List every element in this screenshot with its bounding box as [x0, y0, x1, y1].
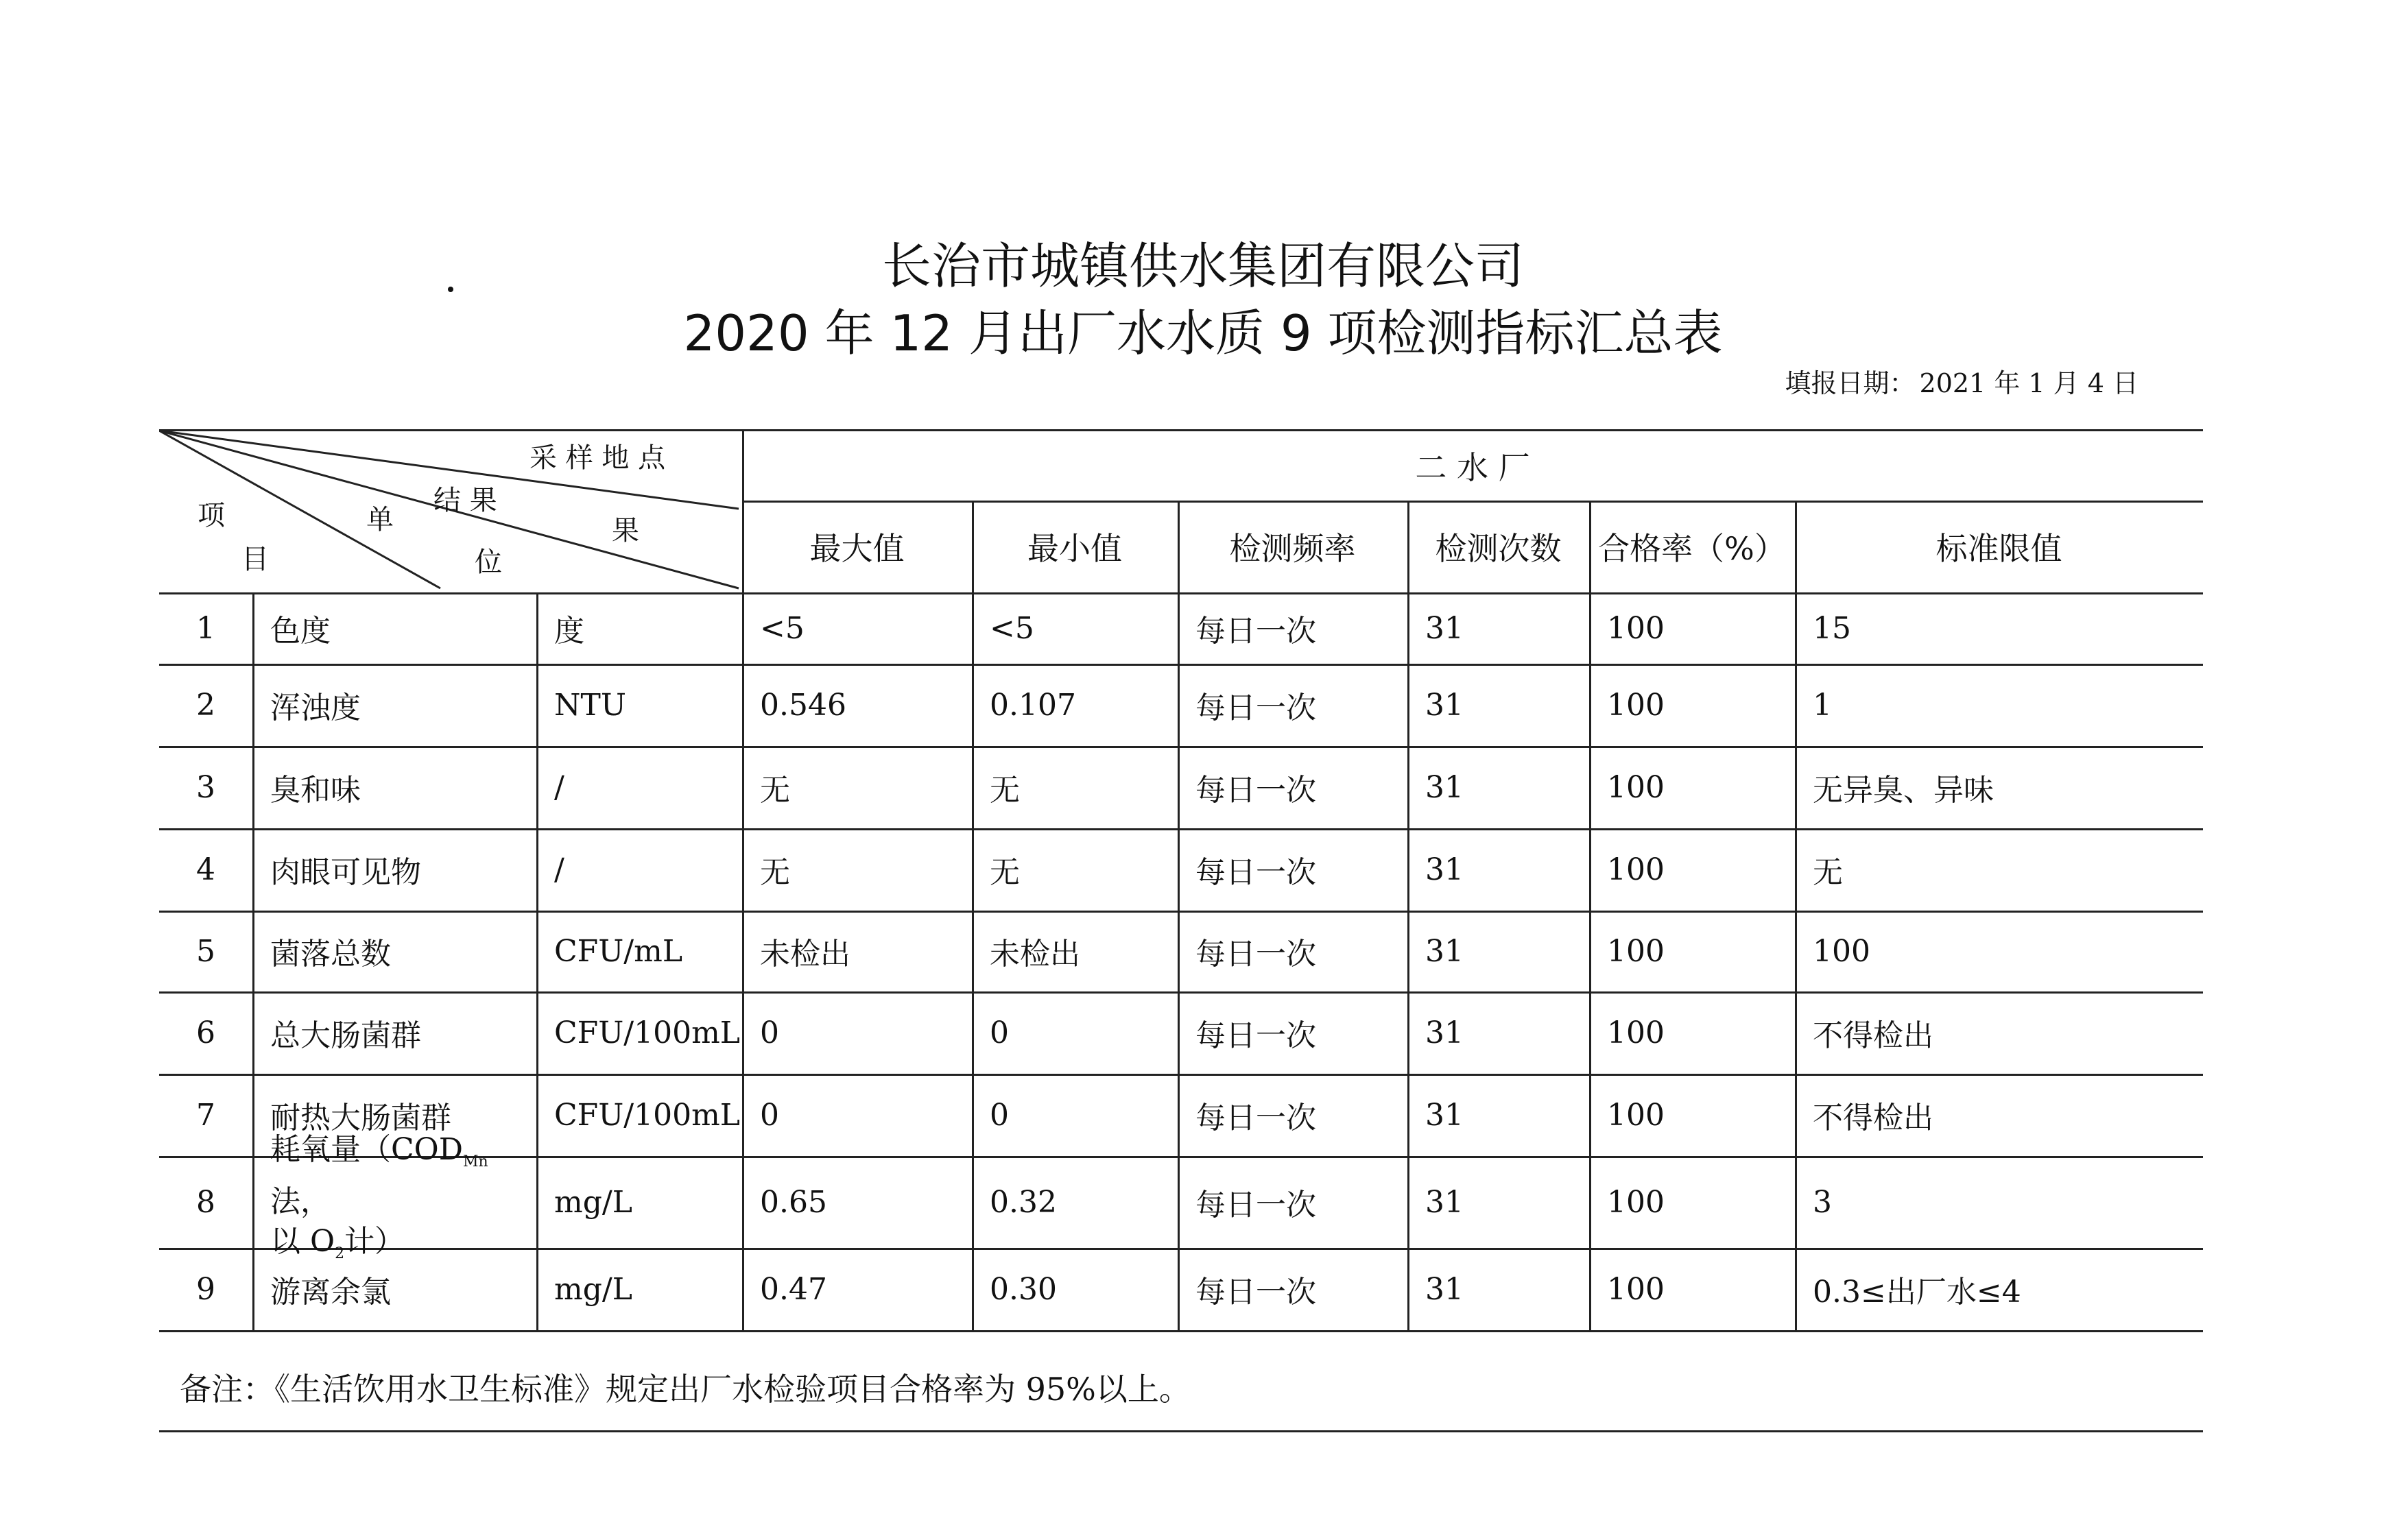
cell-count: 31 — [1425, 769, 1464, 805]
cell-item — [252, 1132, 536, 1262]
corner-label-result-2: 果 — [612, 515, 639, 546]
cod-item-sub2: 2 — [335, 1244, 345, 1262]
cell-rate: 100 — [1607, 852, 1665, 887]
cell-min: 0 — [990, 1097, 1009, 1133]
cell-freq: 每日一次 — [1195, 937, 1316, 972]
fill-date-value: 2021 年 1 月 4 日 — [1919, 368, 2139, 398]
corner-label-result: 结 果 — [433, 485, 497, 516]
cell-min: 0 — [990, 1015, 1009, 1050]
cell-unit: NTU — [554, 687, 626, 723]
report-title: 2020 年 12 月出厂水水质 9 项检测指标汇总表 — [683, 304, 1723, 362]
cell-count: 31 — [1425, 1271, 1464, 1307]
table-top-rule — [159, 429, 2203, 431]
cell-unit: / — [554, 769, 564, 805]
cell-min: 无 — [990, 773, 1020, 808]
cell-rate: 100 — [1607, 1271, 1665, 1307]
cell-freq: 每日一次 — [1195, 1100, 1316, 1135]
col-header-frequency: 检测频率 — [1229, 530, 1356, 567]
scan-speck — [448, 287, 453, 292]
cell-freq: 每日一次 — [1195, 690, 1316, 725]
cell-max: 未检出 — [760, 937, 850, 972]
cell-max: <5 — [760, 610, 805, 646]
footnote: 备注：《生活饮用水卫生标准》规定出厂水检验项目合格率为 95%以上。 — [180, 1371, 1191, 1408]
bottom-rule — [159, 1430, 2203, 1432]
cell-limit: 3 — [1813, 1184, 1832, 1220]
cell-limit: 0.3≤出厂水≤4 — [1813, 1275, 2021, 1310]
cell-limit: 1 — [1813, 687, 1832, 723]
col-header-max: 最大值 — [809, 530, 905, 567]
cell-limit: 15 — [1813, 610, 1851, 646]
cell-item: 浑浊度 — [270, 690, 361, 725]
cell-no: 6 — [196, 1015, 215, 1050]
cell-max: 无 — [760, 773, 790, 808]
cell-no: 9 — [196, 1271, 215, 1307]
cell-item: 耐热大肠菌群 — [270, 1100, 451, 1135]
cell-rate: 100 — [1607, 933, 1665, 969]
cell-unit: mg/L — [554, 1184, 632, 1220]
cell-freq: 每日一次 — [1195, 773, 1316, 808]
cell-limit: 100 — [1813, 933, 1870, 969]
cod-item-line1-post: 法， — [270, 1184, 331, 1219]
cell-limit: 无 — [1813, 855, 1843, 890]
cell-max: 0 — [760, 1015, 779, 1050]
cell-max: 无 — [760, 855, 790, 890]
cell-max: 0.65 — [760, 1184, 827, 1220]
cell-item: 游离余氯 — [270, 1275, 391, 1310]
plant-header-rule — [742, 501, 2203, 503]
cell-unit: mg/L — [554, 1271, 632, 1307]
cell-min: 0.30 — [990, 1271, 1057, 1307]
cell-max: 0.47 — [760, 1271, 827, 1307]
cell-item: 总大肠菌群 — [270, 1018, 421, 1053]
cell-rate: 100 — [1607, 1184, 1665, 1220]
fill-date — [1781, 362, 2139, 400]
cell-item: 菌落总数 — [270, 937, 391, 972]
cell-count: 31 — [1425, 1015, 1464, 1050]
cell-limit: 无异臭、异味 — [1813, 773, 1994, 808]
cell-rate: 100 — [1607, 1015, 1665, 1050]
company-name: 长治市城镇供水集团有限公司 — [881, 237, 1524, 295]
cell-freq: 每日一次 — [1195, 855, 1316, 890]
cell-no: 1 — [196, 610, 215, 646]
cell-min: <5 — [990, 610, 1034, 646]
cell-limit: 不得检出 — [1813, 1018, 1933, 1053]
cell-count: 31 — [1425, 687, 1464, 723]
plant-name-header: 二 水 厂 — [1415, 449, 1530, 486]
fill-date-label: 填报日期： — [1785, 368, 1916, 398]
cell-rate: 100 — [1607, 610, 1665, 646]
row-rule — [159, 1330, 2203, 1332]
cell-freq: 每日一次 — [1195, 1018, 1316, 1053]
cell-min: 未检出 — [990, 937, 1080, 972]
cell-count: 31 — [1425, 933, 1464, 969]
cod-item-line1-pre: 耗氧量（COD — [270, 1132, 464, 1168]
cell-count: 31 — [1425, 852, 1464, 887]
corner-label-item: 项 — [198, 500, 225, 531]
cod-item-line2-pre: 以 O — [270, 1224, 335, 1259]
cell-min: 无 — [990, 855, 1020, 890]
cell-min: 0.107 — [990, 687, 1076, 723]
cell-count: 31 — [1425, 610, 1464, 646]
cell-rate: 100 — [1607, 687, 1665, 723]
cell-unit: CFU/100mL — [554, 1015, 741, 1050]
cell-no: 8 — [196, 1184, 215, 1220]
cod-item-line2-post: 计） — [344, 1224, 405, 1259]
cell-count: 31 — [1425, 1184, 1464, 1220]
cell-max: 0 — [760, 1097, 779, 1133]
col-header-pass-rate: 合格率（%） — [1598, 530, 1786, 567]
cell-unit: / — [554, 852, 564, 887]
cell-unit: CFU/mL — [554, 933, 683, 969]
cell-rate: 100 — [1607, 1097, 1665, 1133]
cell-item: 臭和味 — [270, 773, 361, 808]
cell-min: 0.32 — [990, 1184, 1057, 1220]
cell-limit: 不得检出 — [1813, 1100, 1933, 1135]
cell-no: 7 — [196, 1097, 215, 1133]
cell-no: 4 — [196, 852, 215, 887]
cell-freq: 每日一次 — [1195, 614, 1316, 649]
col-header-count: 检测次数 — [1435, 530, 1562, 567]
cell-item: 肉眼可见物 — [270, 855, 421, 890]
cell-max: 0.546 — [760, 687, 846, 723]
cell-count: 31 — [1425, 1097, 1464, 1133]
cell-rate: 100 — [1607, 769, 1665, 805]
cell-no: 2 — [196, 687, 215, 723]
col-header-limit: 标准限值 — [1935, 530, 2062, 567]
water-quality-table — [159, 425, 2203, 1330]
cod-item-sub1: Mn — [463, 1153, 488, 1170]
corner-label-item-2: 目 — [241, 544, 269, 575]
cell-no: 5 — [196, 933, 215, 969]
col-header-min: 最小值 — [1027, 530, 1122, 567]
cell-item: 色度 — [270, 614, 331, 649]
corner-label-unit-2: 位 — [475, 546, 502, 578]
cell-no: 3 — [196, 769, 215, 805]
cell-unit: 度 — [554, 614, 584, 649]
corner-label-sampling-point: 采 样 地 点 — [529, 442, 666, 474]
corner-label-unit: 单 — [366, 504, 394, 536]
cell-unit: CFU/100mL — [554, 1097, 741, 1133]
cell-freq: 每日一次 — [1195, 1275, 1316, 1310]
cell-freq: 每日一次 — [1195, 1188, 1316, 1223]
